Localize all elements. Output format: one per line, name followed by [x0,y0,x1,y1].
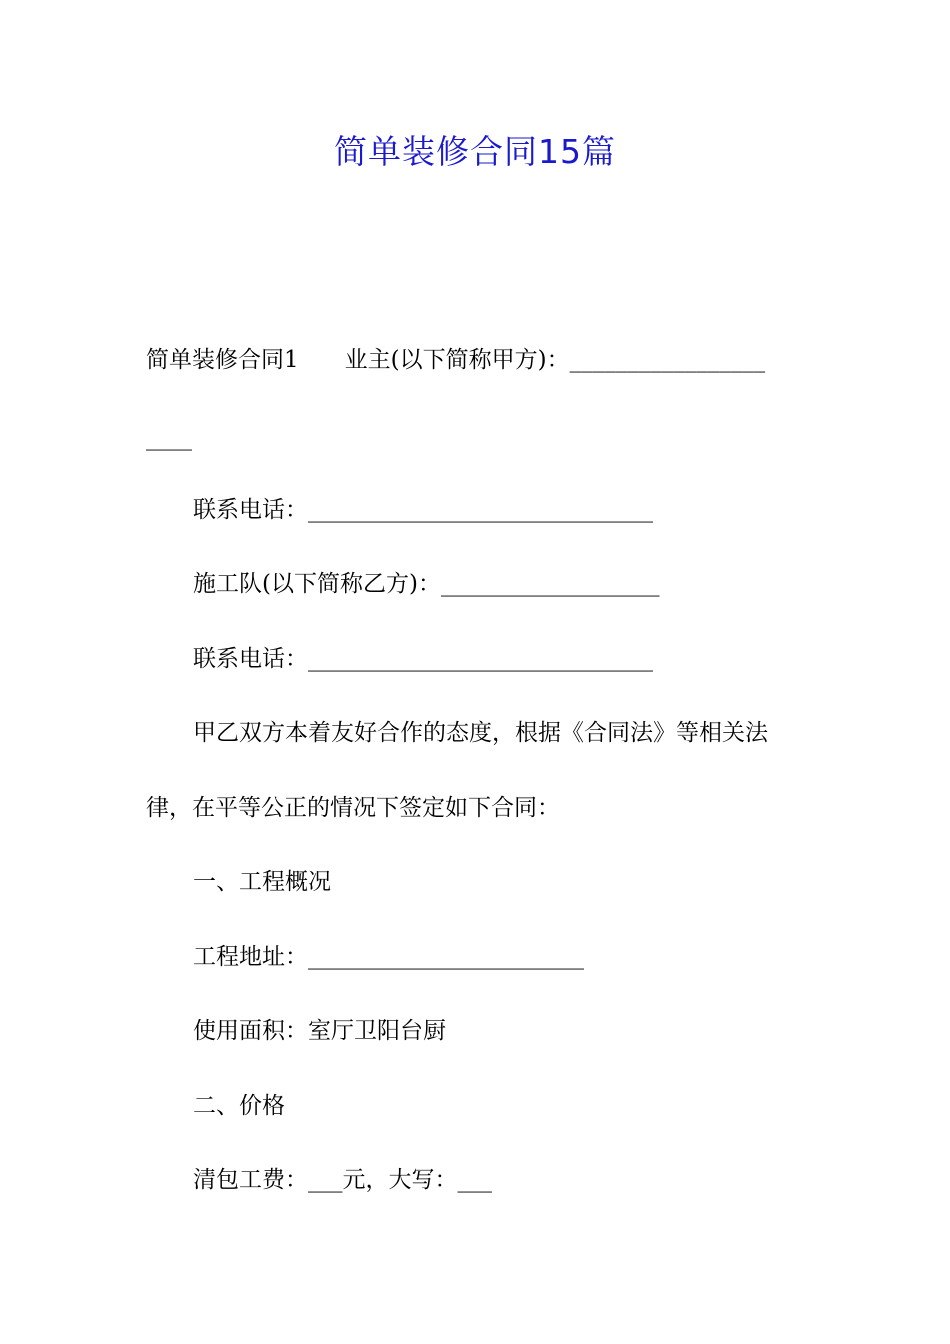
paragraph-owner-phone: 联系电话：______________________________ [193,497,653,523]
paragraph-contractor: 施工队(以下简称乙方)：___________________ [193,571,660,597]
paragraph-usable-area: 使用面积：室厅卫阳台厨 [193,1018,446,1044]
paragraph-project-address: 工程地址：________________________ [193,944,584,970]
paragraph-owner-blank-cont: ____ [146,425,192,451]
paragraph-labor-fee: 清包工费：___元，大写：___ [193,1167,492,1193]
paragraph-contract-1-owner: 简单装修合同1 业主(以下简称甲方)：_________________ [146,347,766,373]
paragraph-preamble: 甲乙双方本着友好合作的态度，根据《合同法》等相关法 [193,720,768,746]
paragraph-contractor-phone: 联系电话：______________________________ [193,646,653,672]
paragraph-preamble-cont: 律，在平等公正的情况下签定如下合同： [146,795,560,821]
document-title: 简单装修合同15篇 [334,132,616,171]
section-heading-price: 二、价格 [193,1093,285,1119]
section-heading-overview: 一、工程概况 [193,869,331,895]
